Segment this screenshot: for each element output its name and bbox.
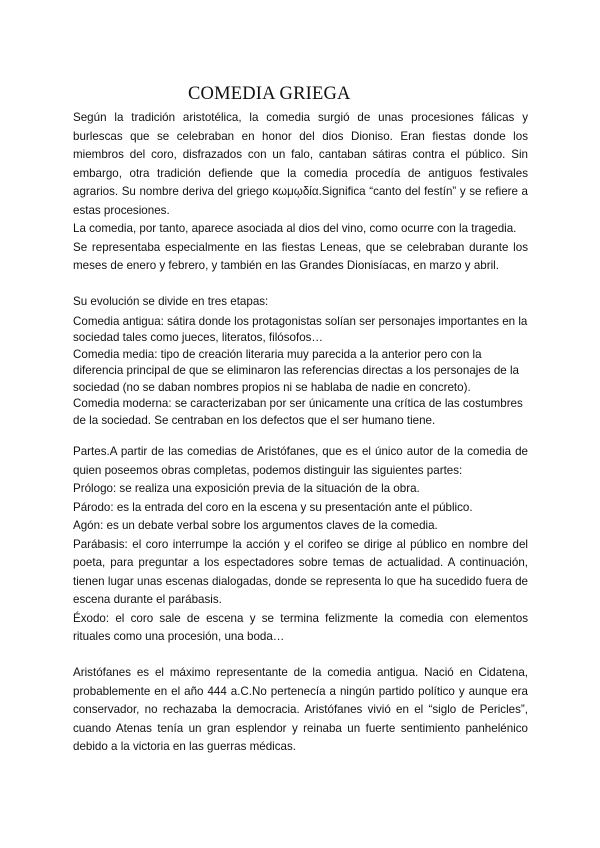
part-item: Párodo: es la entrada del coro en la escena y su presentación ante el público. <box>73 500 473 514</box>
intro-paragraph-festivals: Se representaba especialmente en las fiestas Leneas, que se celebraban durante los meses de enero y febrero, y también en las Grandes Dionisíacas, en marzo y abril. <box>73 240 528 272</box>
part-item: Éxodo: el coro sale de escena y se termina felizmente la comedia con elementos rituales como una procesión, una boda… <box>73 611 528 643</box>
parts-section <box>73 443 528 647</box>
evolution-section <box>73 294 528 429</box>
aristophanes-section <box>73 664 528 757</box>
stage-item: Comedia moderna: se caracterizaban por ser únicamente una crítica de las costumbres de la sociedad. Se centraban en los defectos que el ser humano tiene. <box>73 397 523 427</box>
aristophanes-paragraph: Aristófanes es el máximo representante de la comedia antigua. Nació en Cidatena, probablemente en el año 444 a.C.No pertenecía a ningún partido político y aunque era conservador, no rechazaba la democracia. Aristófanes vivió en el “siglo de Pericles”, cuando Atenas tenía un gran esplendor y reinaba un fuerte sentimiento panhelénico debido a la victoria en las guerras médicas. <box>73 666 528 753</box>
intro-paragraph-wine-god: La comedia, por tanto, aparece asociada al dios del vino, como ocurre con la tragedia. <box>73 222 517 235</box>
part-item: Parábasis: el coro interrumpe la acción y el corifeo se dirige al público en nombre del poeta, para preguntar a los espectadores sobre temas de actualidad. A continuación, tienen lugar unas escenas dialogadas, donde se representa lo que ha sucedido fuera de escena durante el parábasis. <box>73 537 528 606</box>
part-item: Prólogo: se realiza una exposición previa de la situación de la obra. <box>73 482 420 495</box>
part-item: Agón: es un debate verbal sobre los argumentos claves de la comedia. <box>73 519 438 532</box>
evolution-heading: Su evolución se divide en tres etapas: <box>73 295 269 308</box>
stage-item: Comedia media: tipo de creación literaria muy parecida a la anterior pero con la diferencia principal de que se eliminaron las referencias directas a los personajes de la sociedad (no se daban nombres propios ni se hablaba de nadie en concreto). <box>73 347 519 394</box>
parts-intro: Partes.A partir de las comedias de Aristófanes, que es el único autor de la comedia de quien poseemos obras completas, podemos distinguir las siguientes partes: <box>73 445 528 477</box>
intro-section <box>73 109 528 276</box>
intro-paragraph-origin: Según la tradición aristotélica, la comedia surgió de unas procesiones fálicas y burlescas que se celebraban en honor del dios Dioniso. Eran fiestas donde los miembros del coro, disfrazados con un falo, cantaban sátiras contra el público. Sin embargo, otra tradición defiende que la comedia procedía de antiguos festivales agrarios. Su nombre deriva del griego κωμῳδία.Significa “canto del festín” y se refiere a estas procesiones. <box>73 111 528 217</box>
page-title: COMEDIA GRIEGA <box>188 84 351 104</box>
stage-item: Comedia antigua: sátira donde los protagonistas solían ser personajes importantes en la sociedad tales como jueces, literatos, filósofos… <box>73 314 528 344</box>
